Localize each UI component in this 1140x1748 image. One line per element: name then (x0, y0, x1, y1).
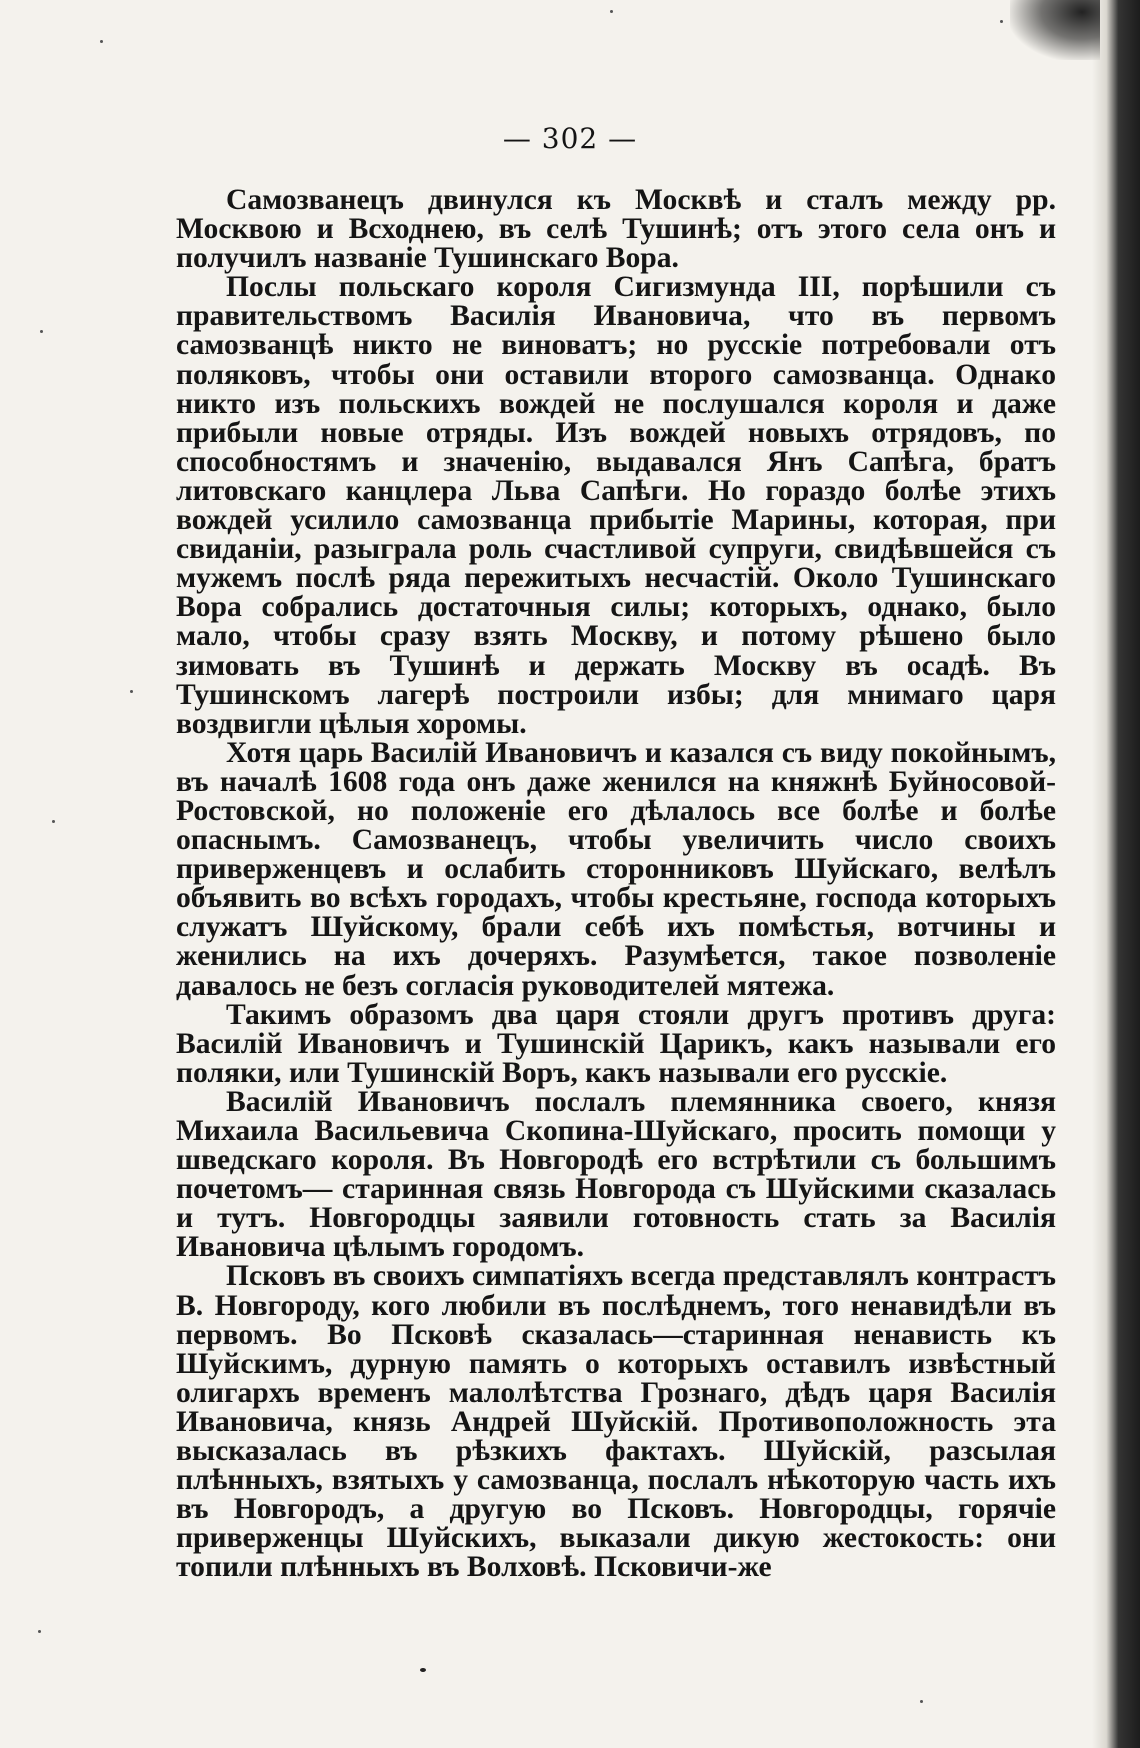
body-text (176, 186, 1056, 1583)
paragraph: Самозванецъ двинулся къ Москвѣ и сталъ между рр. Москвою и Всходнею, въ селѣ Тушинѣ; отъ этого села онъ и получилъ названіе Тушинскаго Вора. (176, 184, 1056, 275)
page-corner-shadow (1010, 0, 1100, 60)
paragraph: Такимъ образомъ два царя стояли другъ противъ друга: Василій Ивановичъ и Тушинскій Царикъ, какъ называли его поляки, или Тушинскій Воръ, какъ называли его русскіе. (176, 998, 1056, 1089)
paragraph: Хотя царь Василій Ивановичъ и казался съ виду покойнымъ, въ началѣ 1608 года онъ даже женился на княжнѣ Буйносовой-Ростовской, но положеніе его дѣлалось все болѣе и болѣе опаснымъ. Самозванецъ, чтобы увеличить число своихъ приверженцевъ и ослабить сторонниковъ Шуйскаго, велѣлъ объявить во всѣхъ городахъ, чтобы крестьяне, господа которыхъ служатъ Шуйскому, брали себѣ ихъ помѣстья, вотчины и женились на ихъ дочеряхъ. Разумѣется, такое позволеніе давалось не безъ согласія руководителей мятежа. (176, 736, 1056, 1002)
paragraph: Василій Ивановичъ послалъ племянника своего, князя Михаила Васильевича Скопина-Шуйскаго, просить помощи у шведскаго короля. Въ Новгородѣ его встрѣтили съ большимъ почетомъ— старинная связь Новгорода съ Шуйскими сказалась и тутъ. Новгородцы заявили готовность стать за Василія Ивановича цѣлымъ городомъ. (176, 1085, 1056, 1264)
page-number: — 302 — (502, 122, 638, 155)
paragraph: Псковъ въ своихъ симпатіяхъ всегда представлялъ контрастъ В. Новгороду, кого любили въ послѣднемъ, того ненавидѣли въ первомъ. Во Псковѣ сказалась—старинная ненависть къ Шуйскимъ, дурную память о которыхъ оставилъ извѣстный олигархъ временъ малолѣтства Грознаго, дѣдъ царя Василія Ивановича, князь Андрей Шуйскій. Противоположность эта высказалась въ рѣзкихъ фактахъ. Шуйскій, разсылая плѣнныхъ, взятыхъ у самозванца, послалъ нѣкоторую часть ихъ въ Новгородъ, а другую во Псковъ. Новгородцы, горячіе приверженцы Шуйскихъ, выказали дикую жестокость: они топили плѣнныхъ въ Волховѣ. Псковичи-же (176, 1260, 1056, 1584)
page-binding-shadow (1092, 0, 1140, 1748)
paragraph: Послы польскаго короля Сигизмунда III, порѣшили съ правительствомъ Василія Ивановича, что въ первомъ самозванцѣ никто не виноватъ; но русскіе потребовали отъ поляковъ, чтобы они оставили второго самозванца. Однако никто изъ польскихъ вождей не послушался короля и даже прибыли новые отряды. Изъ вождей новыхъ отрядовъ, по способностямъ и значенію, выдавался Янъ Сапѣга, братъ литовскаго канцлера Льва Сапѣги. Но гораздо болѣе этихъ вождей усилило самозванца прибытіе Марины, которая, при свиданіи, разыграла роль счастливой супруги, свидѣвшейся съ мужемъ послѣ ряда пережитыхъ несчастій. Около Тушинскаго Вора собрались достаточныя силы; которыхъ, однако, было мало, чтобы сразу взять Москву, и потому рѣшено было зимовать въ Тушинѣ и держать Москву въ осадѣ. Въ Тушинскомъ лагерѣ построили избы; для мнимаго царя воздвигли цѣлыя хоромы. (176, 271, 1056, 740)
